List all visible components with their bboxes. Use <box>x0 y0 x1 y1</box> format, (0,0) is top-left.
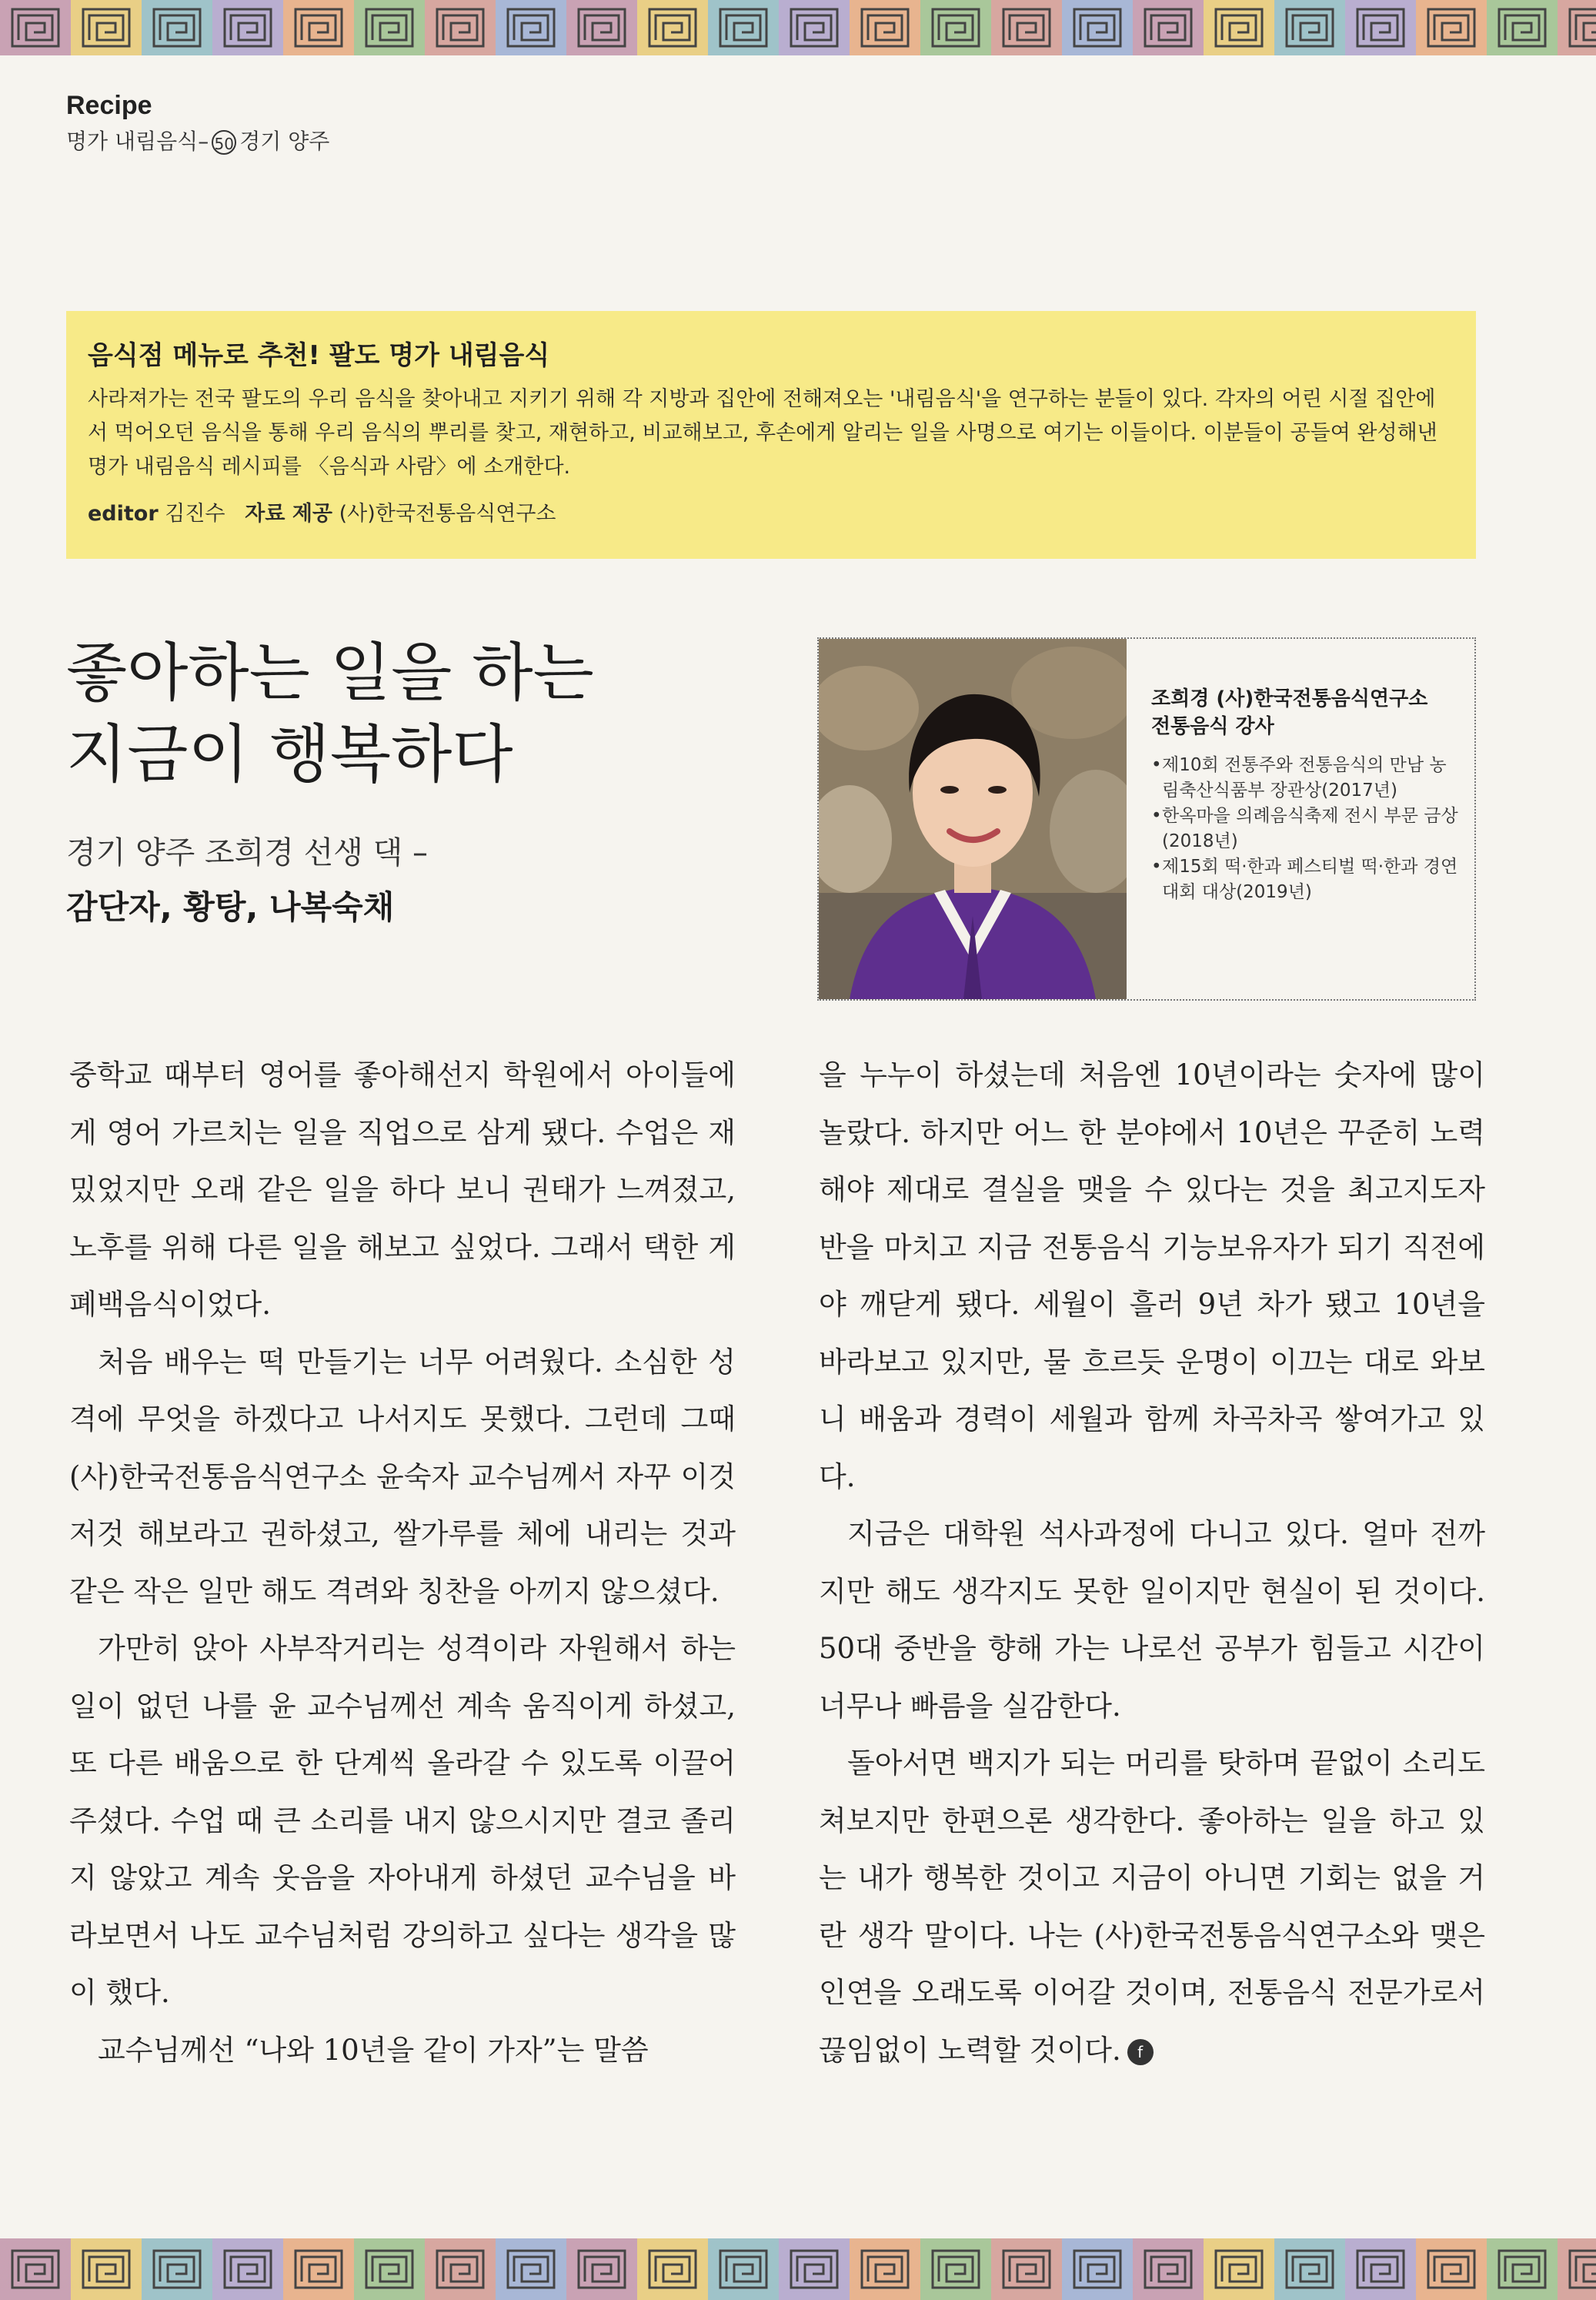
intro-title: 음식점 메뉴로 추천! 팔도 명가 내림음식 <box>88 340 550 371</box>
body-paragraph: 지금은 대학원 석사과정에 다니고 있다. 얼마 전까지만 해도 생각지도 못한 일이지만 현실이 된 것이다. 50대 중반을 향해 가는 나로선 공부가 힘들고 시간이 너무나 빠름을 실감한다. <box>819 1517 1485 1723</box>
border-pattern-tile <box>920 0 991 55</box>
border-pattern-tile <box>1204 0 1274 55</box>
border-pattern-tile <box>637 0 708 55</box>
body-paragraph: 중학교 때부터 영어를 좋아해선지 학원에서 아이들에게 영어 가르치는 일을 직업으로 삼게 됐다. 수업은 재밌었지만 오래 같은 일을 하다 보니 권태가 느껴졌고, 노후를 위해 다른 일을 해보고 싶었다. 그래서 택한 게 폐백음식이었다. <box>69 1058 736 1321</box>
border-pattern-tile <box>708 2238 779 2300</box>
article-title <box>66 633 759 796</box>
border-pattern-tile <box>1062 2238 1133 2300</box>
article-title-line2: 지금이 행복하다 <box>66 718 513 791</box>
border-pattern-tile <box>71 2238 142 2300</box>
border-pattern-tile <box>425 2238 496 2300</box>
border-pattern-tile <box>566 2238 637 2300</box>
body-column-left <box>69 1047 736 2079</box>
border-pattern-tile <box>1416 2238 1487 2300</box>
border-pattern-tile <box>1345 2238 1416 2300</box>
award-item: • 제15회 떡·한과 페스티벌 떡·한과 경연대회 대상(2019년) <box>1151 854 1459 905</box>
border-pattern-tile <box>991 0 1062 55</box>
border-pattern-tile <box>1487 0 1558 55</box>
source-label: 자료 제공 <box>245 502 332 526</box>
editor-name: 김진수 <box>165 502 225 526</box>
profile-name-line1: 조희경 (사)한국전통음식연구소 <box>1151 687 1428 710</box>
border-pattern-tile <box>425 0 496 55</box>
intro-credit <box>88 496 1454 527</box>
border-pattern-tile <box>1133 0 1204 55</box>
profile-name-line2: 전통음식 강사 <box>1151 715 1274 738</box>
border-pattern-tile <box>1274 2238 1345 2300</box>
intro-box <box>66 311 1476 559</box>
border-pattern-tile <box>779 2238 850 2300</box>
border-pattern-tile <box>1558 2238 1596 2300</box>
body-paragraph-text: 돌아서면 백지가 되는 머리를 탓하며 끝없이 소리도 쳐보지만 한편으론 생각한다. 좋아하는 일을 하고 있는 내가 행복한 것이고 지금이 아니면 기회는 없을 거란 생각 말이다. 나는 (사)한국전통음식연구소와 맺은 인연을 오래도록 이어갈 것이며, 전통음식 전문가로서 끊임없이 노력할 것이다. <box>819 1747 1485 2067</box>
body-column-right <box>819 1047 1485 2079</box>
border-pattern-tile <box>71 0 142 55</box>
border-pattern-tile <box>1274 0 1345 55</box>
section-category: Recipe <box>66 91 152 120</box>
border-pattern-tile <box>708 0 779 55</box>
border-pattern-tile <box>283 0 354 55</box>
border-pattern-tile <box>354 0 425 55</box>
body-paragraph: 가만히 앉아 사부작거리는 성격이라 자원해서 하는 일이 없던 나를 윤 교수님께선 계속 움직이게 하셨고, 또 다른 배움으로 한 단계씩 올라갈 수 있도록 이끌어주셨다. 수업 때 큰 소리를 내지 않으시지만 결코 졸리지 않았고 계속 웃음을 자아내게 하셨던 교수님을 바라보면서 나도 교수님처럼 강의하고 싶다는 생각을 많이 했다. <box>69 1632 736 2009</box>
border-pattern-tile <box>1416 0 1487 55</box>
border-pattern-tile <box>0 0 71 55</box>
border-pattern-tile <box>566 0 637 55</box>
border-pattern-tile <box>850 2238 920 2300</box>
border-pattern-tile <box>637 2238 708 2300</box>
body-paragraph: 교수님께선 “나와 10년을 같이 가자”는 말씀 <box>98 2033 649 2067</box>
border-pattern-tile <box>142 0 212 55</box>
body-paragraph: 처음 배우는 떡 만들기는 너무 어려웠다. 소심한 성격에 무엇을 하겠다고 나서지도 못했다. 그런데 그때 (사)한국전통음식연구소 윤숙자 교수님께서 자꾸 이것저것 해보라고 권하셨고, 쌀가루를 체에 내리는 것과 같은 작은 일만 해도 격려와 칭찬을 아끼지 않으셨다. <box>69 1345 736 1608</box>
editor-label: editor <box>88 502 159 526</box>
award-list <box>1151 753 1459 905</box>
body-paragraph: 을 누누이 하셨는데 처음엔 10년이라는 숫자에 많이 놀랐다. 하지만 어느 한 분야에서 10년은 꾸준히 노력해야 제대로 결실을 맺을 수 있다는 것을 최고지도자반을 마치고 지금 전통음식 기능보유자가 되기 직전에야 깨닫게 됐다. 세월이 흘러 9년 차가 됐고 10년을 바라보고 있지만, 물 흐르듯 운명이 이끄는 대로 와보니 배움과 경력이 세월과 함께 차곡차곡 쌓여가고 있다. <box>819 1058 1485 1493</box>
profile-info <box>1151 685 1459 905</box>
article-dishes: 감단자, 황탕, 나복숙채 <box>66 888 395 926</box>
article-subtitle: 경기 양주 조희경 선생 댁 – <box>66 835 428 871</box>
border-pattern-tile <box>1062 0 1133 55</box>
top-decorative-border <box>0 0 1596 55</box>
series-region: 경기 양주 <box>239 129 330 154</box>
border-pattern-tile <box>1345 0 1416 55</box>
border-pattern-tile <box>1204 2238 1274 2300</box>
intro-text: 사라져가는 전국 팔도의 우리 음식을 찾아내고 지키기 위해 각 지방과 집안에 전해져오는 '내림음식'을 연구하는 분들이 있다. 각자의 어린 시절 집안에서 먹어오던 음식을 통해 우리 음식의 뿌리를 찾고, 재현하고, 비교해보고, 후손에게 알리는 일을 사명으로 여기는 이들이다. 이분들이 공들여 완성해낸 명가 내림음식 레시피를 〈음식과 사람〉에 소개한다. <box>88 387 1437 479</box>
series-number-badge: 50 <box>212 130 236 155</box>
border-pattern-tile <box>991 2238 1062 2300</box>
border-pattern-tile <box>283 2238 354 2300</box>
portrait-photo <box>819 639 1127 999</box>
border-pattern-tile <box>142 2238 212 2300</box>
end-mark-icon: f <box>1127 2039 1154 2065</box>
border-pattern-tile <box>496 2238 566 2300</box>
border-pattern-tile <box>920 2238 991 2300</box>
series-label <box>66 125 329 155</box>
profile-card <box>817 637 1476 1001</box>
border-pattern-tile <box>1133 2238 1204 2300</box>
border-pattern-tile <box>212 2238 283 2300</box>
border-pattern-tile <box>779 0 850 55</box>
source-name: (사)한국전통음식연구소 <box>339 502 556 526</box>
border-pattern-tile <box>354 2238 425 2300</box>
border-pattern-tile <box>850 0 920 55</box>
article-title-line1: 좋아하는 일을 하는 <box>66 637 594 710</box>
border-pattern-tile <box>212 0 283 55</box>
profile-name <box>1151 685 1459 740</box>
series-prefix: 명가 내림음식– <box>66 129 209 154</box>
border-pattern-tile <box>0 2238 71 2300</box>
award-item: • 제10회 전통주와 전통음식의 만남 농림축산식품부 장관상(2017년) <box>1151 753 1459 804</box>
bottom-decorative-border <box>0 2238 1596 2300</box>
body-paragraph <box>819 1735 1485 2079</box>
border-pattern-tile <box>1487 2238 1558 2300</box>
portrait-illustration <box>819 639 1127 999</box>
award-item: • 한옥마을 의례음식축제 전시 부문 금상(2018년) <box>1151 804 1459 854</box>
border-pattern-tile <box>1558 0 1596 55</box>
border-pattern-tile <box>496 0 566 55</box>
